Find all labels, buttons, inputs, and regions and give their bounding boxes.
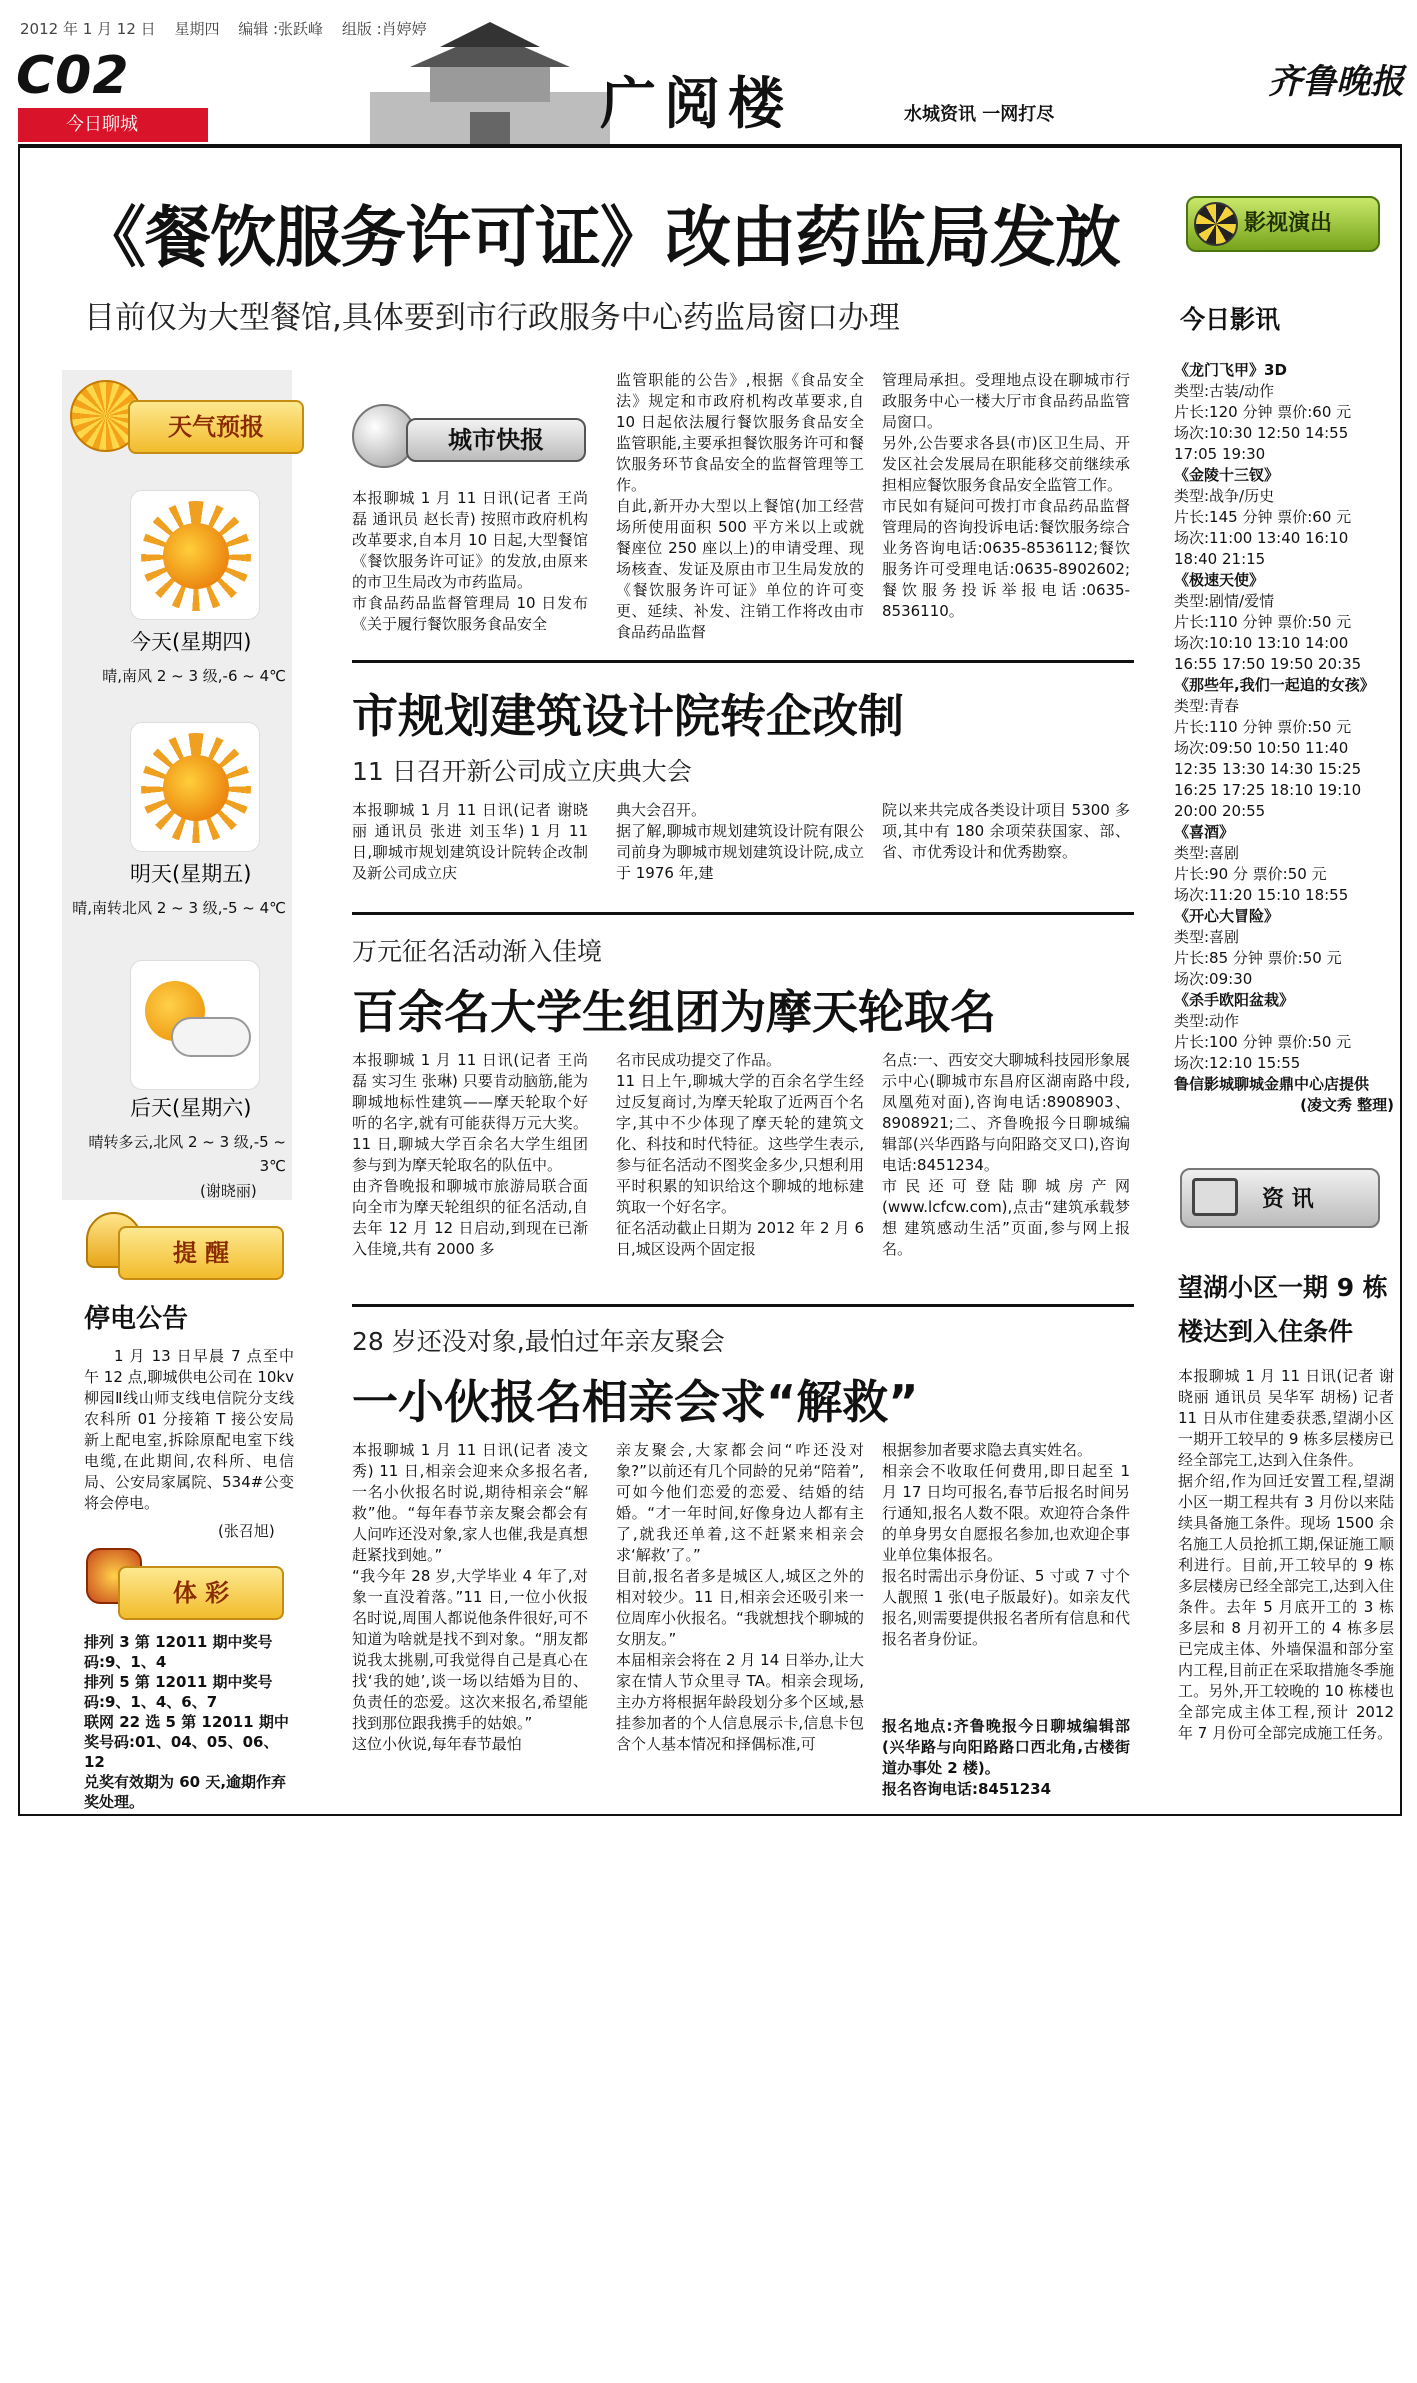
article4-kicker: 28 岁还没对象,最怕过年亲友聚会 <box>352 1327 725 1356</box>
city-news-label: 城市快报 <box>406 418 586 462</box>
movie-detail: 类型:青春 <box>1174 697 1240 715</box>
divider-1 <box>352 660 1134 663</box>
day-tomorrow: 明天(星期五) <box>130 862 252 886</box>
day-after-tomorrow: 后天(星期六) <box>130 1096 252 1120</box>
lead-col-2: 监管职能的公告》,根据《食品安全法》规定和市政府机构改革要求,自 10 日起依法履行餐饮服务食品安全监管职能,主要承担餐饮服务许可和餐饮服务环节食品安全的监督管理等工作。 自此,新开办大型以上餐馆(加工经营场所使用面积 500 平方米以上或就餐座位 250 座以上)的申请受理、现场核查、发证及原由市卫生局发放的《餐饮服务许可证》单位的许可变更、延续、补发、注销工作将改由市食品药品监督 <box>616 371 864 641</box>
movie-detail: 片长:110 分钟 票价:50 元 <box>1174 718 1352 736</box>
news-headline: 望湖小区一期 9 栋楼达到入住条件 <box>1178 1273 1388 1346</box>
article2-col-2: 典大会召开。 据了解,聊城市规划建筑设计院有限公司前身为聊城市规划建筑设计院,成立于 1976 年,建 <box>616 801 864 882</box>
article3-col-1: 本报聊城 1 月 11 日讯(记者 王尚磊 实习生 张琳) 只要肯动脑筋,能为聊城地标性建筑——摩天轮取个好听的名字,就有可能获得万元大奖。11 日,聊城大学百余名大学生组团参与到为摩天轮取名的队伍中。 由齐鲁晚报和聊城市旅游局联合面向全市为摩天轮组织的征名活动,自去年 12 月 12 日启动,到现在已渐入佳境,共有 2000 多 <box>352 1051 588 1258</box>
city-news-tag <box>352 404 588 468</box>
lead-col-3: 管理局承担。受理地点设在聊城市行政服务中心一楼大厅市食品药品监管局窗口。 另外,公告要求各县(市)区卫生局、开发区社会发展局在职能移交前继续承担相应餐饮服务食品安全监管工作。 市民如有疑问可拨打市食品药品监督管理局的咨询投诉电话:餐饮服务综合业务咨询电话:0635-8536112;餐饮服务许可受理电话:0635-8902602;餐饮服务投诉举报电话:0635-8536110。 <box>882 371 1130 620</box>
divider-2 <box>352 912 1134 915</box>
remind-label: 提 醒 <box>118 1226 284 1280</box>
news-label-box <box>1180 1168 1380 1228</box>
monitor-icon <box>1192 1178 1238 1216</box>
article2-col-1: 本报聊城 1 月 11 日讯(记者 谢晓丽 通讯员 张进 刘玉华) 1 月 11 日,聊城市规划建筑设计院转企改制及新公司成立庆 <box>352 801 588 882</box>
lead-headline: 《餐饮服务许可证》改由药监局发放 <box>80 199 1120 276</box>
weekday: 星期四 <box>174 20 220 38</box>
notice-text <box>84 1346 294 1514</box>
lottery-line: 兑奖有效期为 60 天,逾期作弃奖处理。 <box>84 1773 287 1811</box>
movie-detail: 类型:喜剧 <box>1174 928 1240 946</box>
movie-detail: 场次:11:00 13:40 16:10 18:40 21:15 <box>1174 529 1349 568</box>
movie-list <box>1174 360 1394 1116</box>
movie-label: 影视演出 <box>1244 211 1333 236</box>
region-tab: 今日聊城 <box>18 108 208 142</box>
movie-detail: 类型:剧情/爱情 <box>1174 592 1275 610</box>
movie-detail: 场次:12:10 15:55 <box>1174 1054 1301 1072</box>
lottery-results <box>84 1632 294 1812</box>
article4-col-2: 亲友聚会,大家都会问“咋还没对象?”以前还有几个同龄的兄弟“陪着”,可如今他们恋爱的恋爱、结婚的结婚。“才一年时间,好像身边人都有主了,就我还单着,这不赶紧来相亲会求‘解救’了。” 目前,报名者多是城区人,城区之外的相对较少。11 日,相亲会还吸引来一位周库小伙报名。“我就想找个聊城的女朋友。” 本届相亲会将在 2 月 14 日举办,让大家在情人节众里寻 TA。相亲会现场,主办方将根据年龄段划分多个区域,悬挂参加者的个人信息展示卡,信息卡包含个人基本情况和择偶标准,可 <box>616 1441 864 1753</box>
lottery-line: 排列 5 第 12011 期中奖号码:9、1、4、6、7 <box>84 1673 273 1711</box>
movie-detail: 类型:动作 <box>1174 1012 1240 1030</box>
lottery-line: 排列 3 第 12011 期中奖号码:9、1、4 <box>84 1633 273 1671</box>
movie-name: 《那些年,我们一起追的女孩》 <box>1174 676 1375 694</box>
weather-label: 天气预报 <box>128 400 304 454</box>
article3-headline: 百余名大学生组团为摩天轮取名 <box>352 985 996 1039</box>
news-body: 本报聊城 1 月 11 日讯(记者 谢晓丽 通讯员 吴华军 胡杨) 记者 11 日从市住建委获悉,望湖小区一期开工较早的 9 栋多层楼房已经全部完工,达到入住条件。 据介绍,作为回迁安置工程,望湖小区一期工程共有 3 月份以来陆续具备施工条件。现场 1500 余名施工人员抢抓工期,保证施工顺利进行。目前,开工较早的 9 栋多层楼房已经全部完工,达到入住条件。去年 5 月底开工的 3 栋多层和 8 月初开工的 4 栋多层已完成主体、外墙保温和部分室内工程,目前正在采取措施冬季施工。另外,开工较晚的 10 栋楼也全部完成主体工程,预计 2012 年 7 月份可全部完成施工任务。 <box>1178 1367 1394 1742</box>
movie-name: 《喜酒》 <box>1174 823 1235 841</box>
movie-detail: 片长:90 分 票价:50 元 <box>1174 865 1327 883</box>
notice-title: 停电公告 <box>84 1304 189 1334</box>
forecast-after-tomorrow: 晴转多云,北风 2 ~ 3 级,-5 ~ 3℃ <box>88 1133 286 1175</box>
movie-author: (凌文秀 整理) <box>1300 1096 1394 1114</box>
movie-detail: 场次:10:10 13:10 14:00 16:55 17:50 19:50 20:35 <box>1174 634 1362 673</box>
lead-col-1: 本报聊城 1 月 11 日讯(记者 王尚磊 通讯员 赵长青) 按照市政府机构改革要求,自本月 10 日起,大型餐馆《餐饮服务许可证》的发放,由原来的市卫生局改为市药监局。 市食品药品监督管理局 10 日发布《关于履行餐饮服务食品安全 <box>352 489 588 633</box>
article4-col-3: 根据参加者要求隐去真实姓名。 相亲会不收取任何费用,即日起至 1 月 17 日均可报名,春节后报名时间另行通知,报名人数不限。欢迎符合条件的单身男女自愿报名参加,也欢迎企事业单位集体报名。 报名时需出示身份证、5 寸或 7 寸个人靓照 1 张(电子版最好)。如亲友代报名,则需要提供报名者所有信息和代报名者身份证。 <box>882 1441 1130 1648</box>
movie-provider: 鲁信影城聊城金鼎中心店提供 <box>1174 1075 1370 1093</box>
weather-author: (谢晓丽) <box>200 1182 257 1200</box>
article2-subhead: 11 日召开新公司成立庆典大会 <box>352 757 692 786</box>
movie-detail: 片长:100 分钟 票价:50 元 <box>1174 1033 1352 1051</box>
divider-3 <box>352 1304 1134 1307</box>
movie-detail: 片长:85 分钟 票价:50 元 <box>1174 949 1342 967</box>
article3-col-3: 名点:一、西安交大聊城科技园形象展示中心(聊城市东昌府区湖南路中段,凤凰苑对面),咨询电话:8908903、8908921;二、齐鲁晚报今日聊城编辑部(兴华西路与向阳路交叉口),咨询电话:8451234。 市民还可登陆聊城房产网(www.lcfcw.com),点击“建筑承载梦想 建筑感动生活”页面,参与网上报名。 <box>882 1051 1130 1258</box>
movie-detail: 类型:古装/动作 <box>1174 382 1275 400</box>
tower-illustration <box>370 22 610 144</box>
article3-kicker: 万元征名活动渐入佳境 <box>352 937 603 966</box>
movie-section-title: 今日影讯 <box>1180 305 1281 334</box>
news-label: 资 讯 <box>1262 1187 1314 1212</box>
movie-detail: 片长:110 分钟 票价:50 元 <box>1174 613 1352 631</box>
editor: 编辑 :张跃峰 <box>238 20 324 38</box>
article3-col-2: 名市民成功提交了作品。 11 日上午,聊城大学的百余名学生经过反复商讨,为摩天轮取了近两百个名字,其中不少体现了摩天轮的建筑文化、科技和时代特征。这些学生表示,参与征名活动不图奖金多少,只想利用平时积累的知识给这个聊城的地标建筑取一个好名字。 征名活动截止日期为 2012 年 2 月 6 日,城区设两个固定报 <box>616 1051 864 1258</box>
lottery-line: 联网 22 选 5 第 12011 期中奖号码:01、04、05、06、12 <box>84 1713 289 1771</box>
section-slogan: 水城资讯 一网打尽 <box>904 104 1055 125</box>
article4-col-3-wrap <box>882 1440 1130 1808</box>
article4-col-1: 本报聊城 1 月 11 日讯(记者 凌文秀) 11 日,相亲会迎来众多报名者,一名小伙报名时说,期待相亲会“解救”他。“每年春节亲友聚会都会有人问咋还没对象,家人也催,我是真想赶紧找到她。” “我今年 28 岁,大学毕业 4 年了,对象一直没着落。”11 日,一位小伙报名时说,周围人都说他条件很好,可不知道为啥就是找不到对象。“朋友都说我太挑剔,可我觉得自己是真心在找‘我的她’,谈一场以结婚为目的、负责任的恋爱。这次来报名,希望能找到那位跟我携手的姑娘。” 这位小伙说,每年春节最怕 <box>352 1441 588 1753</box>
movie-detail: 场次:09:50 10:50 11:40 12:35 13:30 14:30 15:25 16:25 17:25 18:10 19:10 20:00 20:55 <box>1174 739 1362 820</box>
film-reel-icon <box>1186 196 1380 252</box>
movie-detail: 类型:战争/历史 <box>1174 487 1275 505</box>
movie-name: 《龙门飞甲》3D <box>1174 361 1287 379</box>
movie-detail: 片长:120 分钟 票价:60 元 <box>1174 403 1352 421</box>
article4-headline: 一小伙报名相亲会求“解救” <box>352 1375 919 1429</box>
lottery-label: 体 彩 <box>118 1566 284 1620</box>
movie-name: 《杀手欧阳盆栽》 <box>1174 991 1295 1009</box>
sun-cloud-icon <box>130 960 260 1090</box>
movie-detail: 场次:09:30 <box>1174 970 1253 988</box>
article2-headline: 市规划建筑设计院转企改制 <box>352 689 904 743</box>
date: 2012 年 1 月 12 日 <box>20 20 156 38</box>
page-number: C02 <box>16 46 130 106</box>
notice-author: (张召旭) <box>218 1522 275 1540</box>
forecast-today: 晴,南风 2 ~ 3 级,-6 ~ 4℃ <box>102 667 286 685</box>
movie-detail: 场次:11:20 15:10 18:55 <box>1174 886 1349 904</box>
movie-detail: 场次:10:30 12:50 14:55 17:05 19:30 <box>1174 424 1349 463</box>
sun-icon-today <box>130 490 260 620</box>
signup-address: 报名地点:齐鲁晚报今日聊城编辑部(兴华路与向阳路路口西北角,古楼街道办事处 2 楼)。 <box>882 1717 1130 1777</box>
forecast-tomorrow: 晴,南转北风 2 ~ 3 级,-5 ~ 4℃ <box>72 899 286 917</box>
movie-name: 《极速天使》 <box>1174 571 1265 589</box>
designer: 组版 :肖婷婷 <box>341 20 427 38</box>
notice-paragraph: 1 月 13 日早晨 7 点至中午 12 点,聊城供电公司在 10kv 柳园Ⅱ线山师支线电信院分支线农科所 01 分接箱 T 接公安局新上配电室,拆除原配电室下线电缆,在此期间,农科所、电信局、公安局家属院、534#公变将会停电。 <box>84 1347 294 1512</box>
movie-detail: 片长:145 分钟 票价:60 元 <box>1174 508 1352 526</box>
article2-col-3: 院以来共完成各类设计项目 5300 多项,其中有 180 余项荣获国家、部、省、市优秀设计和优秀勘察。 <box>882 801 1130 861</box>
paper-logo: 齐鲁晚报 <box>1268 62 1404 102</box>
movie-name: 《金陵十三钗》 <box>1174 466 1280 484</box>
signup-phone: 报名咨询电话:8451234 <box>882 1780 1052 1798</box>
section-title: 广阅楼 <box>600 71 792 137</box>
sun-icon-tomorrow <box>130 722 260 852</box>
movie-name: 《开心大冒险》 <box>1174 907 1280 925</box>
day-today: 今天(星期四) <box>130 630 252 654</box>
lead-subhead: 目前仅为大型餐馆,具体要到市行政服务中心药监局窗口办理 <box>84 300 900 336</box>
movie-detail: 类型:喜剧 <box>1174 844 1240 862</box>
